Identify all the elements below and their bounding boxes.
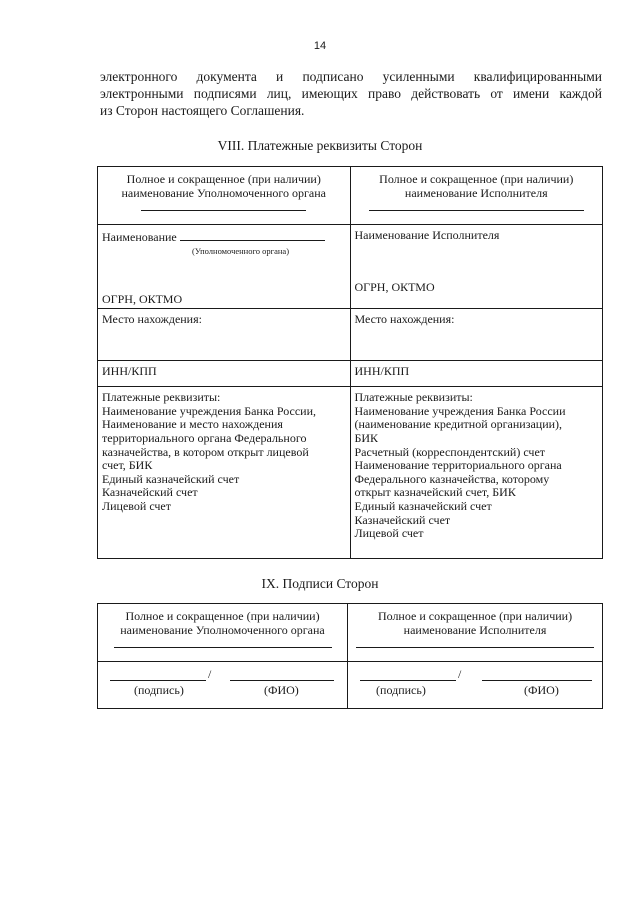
payment-right-cell	[350, 387, 603, 559]
payment-left-cell	[98, 387, 351, 559]
location-right-cell	[350, 309, 603, 361]
fio-right-line[interactable]	[482, 680, 592, 681]
signatures-header-left-line: наименование Уполномоченного органа	[120, 622, 325, 637]
payment-right-line: Федерального казначейства, которому	[354, 471, 550, 486]
signature-right-block	[356, 667, 594, 702]
fio-right-caption: (ФИО)	[524, 683, 559, 697]
location-left-cell	[98, 309, 351, 361]
name-right-label: Наименование Исполнителя	[354, 228, 500, 242]
header-left-blank-line[interactable]	[141, 210, 306, 211]
payment-left-line: Лицевой счет	[102, 498, 172, 513]
payment-right-line: БИК	[354, 430, 379, 445]
page-number: 14	[313, 40, 327, 52]
intro-line: электронными подписями лиц, имеющих право действовать от имени каждой	[100, 86, 602, 101]
inn-left-cell	[98, 361, 351, 387]
header-right-blank-line[interactable]	[369, 210, 584, 211]
header-right-cell	[350, 167, 603, 225]
payment-left-line: территориального органа Федерального	[102, 430, 307, 445]
location-left-label: Место нахождения:	[102, 312, 202, 327]
signatures-header-left-cell	[98, 604, 348, 662]
signature-right-caption: (подпись)	[376, 683, 426, 697]
signature-right-separator: /	[458, 667, 462, 681]
inn-right-cell	[350, 361, 603, 387]
name-right-cell	[350, 225, 603, 309]
name-left-cell	[98, 225, 351, 309]
header-left-line: Полное и сокращенное (при наличии)	[126, 172, 321, 186]
signatures-table	[97, 603, 603, 709]
payment-right-line: открыт казначейский счет, БИК	[354, 485, 516, 500]
header-right-line: Полное и сокращенное (при наличии)	[379, 172, 574, 186]
signatures-header-left-line: Полное и сокращенное (при наличии)	[125, 609, 320, 623]
section-9-title: IX. Подписи Сторон	[261, 576, 379, 591]
payment-right-line: Платежные реквизиты:	[354, 390, 473, 405]
signature-left-caption: (подпись)	[134, 683, 184, 697]
location-row	[98, 309, 603, 361]
payment-left-line: счет, БИК	[102, 458, 153, 473]
payment-left-line: Платежные реквизиты:	[102, 390, 221, 405]
signature-left-cell	[98, 662, 348, 709]
signature-left-separator: /	[208, 667, 212, 681]
header-left-line: наименование Уполномоченного органа	[121, 185, 326, 200]
header-right-line: наименование Исполнителя	[404, 185, 548, 200]
payment-right-line: Казначейский счет	[354, 512, 451, 527]
payment-right-line: Единый казначейский счет	[354, 498, 492, 513]
payment-left-line: Наименование и место нахождения	[102, 417, 283, 432]
signatures-header-left-blank-line[interactable]	[114, 647, 332, 648]
signatures-header-row	[98, 604, 603, 662]
signature-right-line[interactable]	[360, 680, 456, 681]
fio-left-caption: (ФИО)	[264, 683, 299, 697]
signature-left-block	[106, 667, 339, 702]
fio-left-line[interactable]	[230, 680, 334, 681]
inn-left-label: ИНН/КПП	[102, 364, 157, 379]
ogrn-left-label: ОГРН, ОКТМО	[102, 291, 183, 306]
inn-row	[98, 361, 603, 387]
payment-right-line: Наименование учреждения Банка России	[354, 403, 566, 418]
location-right-label: Место нахождения:	[354, 312, 455, 327]
signature-right-cell	[348, 662, 603, 709]
signatures-header-right-cell	[348, 604, 603, 662]
header-row	[98, 167, 603, 225]
name-left-blank-line[interactable]	[180, 229, 325, 241]
signatures-header-right-line: Полное и сокращенное (при наличии)	[377, 609, 573, 623]
signatures-header-right-line: наименование Исполнителя	[403, 622, 547, 637]
name-row	[98, 225, 603, 309]
header-left-cell	[98, 167, 351, 225]
payment-left-line: Казначейский счет	[102, 485, 198, 500]
section-8-title: VIII. Платежные реквизиты Сторон	[217, 138, 423, 153]
intro-line: из Сторон настоящего Соглашения.	[100, 103, 305, 118]
intro-line: электронного документа и подписано усиленными квалифицированными	[100, 69, 602, 84]
payment-right-line: Расчетный (корреспондентский) счет	[354, 444, 546, 459]
inn-right-label: ИНН/КПП	[354, 364, 410, 379]
payment-right-line: (наименование кредитной организации),	[354, 417, 563, 432]
signatures-header-right-blank-line[interactable]	[356, 647, 594, 648]
payment-left-line: Наименование учреждения Банка России,	[102, 403, 316, 418]
payment-left-line: Единый казначейский счет	[102, 471, 240, 486]
payment-details-table	[97, 166, 603, 559]
payment-left-line: казначейства, в котором открыт лицевой	[102, 444, 309, 459]
payment-right-line: Наименование территориального органа	[354, 458, 562, 473]
ogrn-right-label: ОГРН, ОКТМО	[354, 279, 435, 294]
payment-row	[98, 387, 603, 559]
intro-paragraph	[100, 68, 602, 119]
name-left-caption: (Уполномоченного органа)	[192, 245, 290, 256]
signatures-row	[98, 662, 603, 709]
name-left-label: Наименование	[102, 230, 177, 244]
signature-left-line[interactable]	[110, 680, 206, 681]
payment-right-line: Лицевой счет	[354, 526, 424, 541]
